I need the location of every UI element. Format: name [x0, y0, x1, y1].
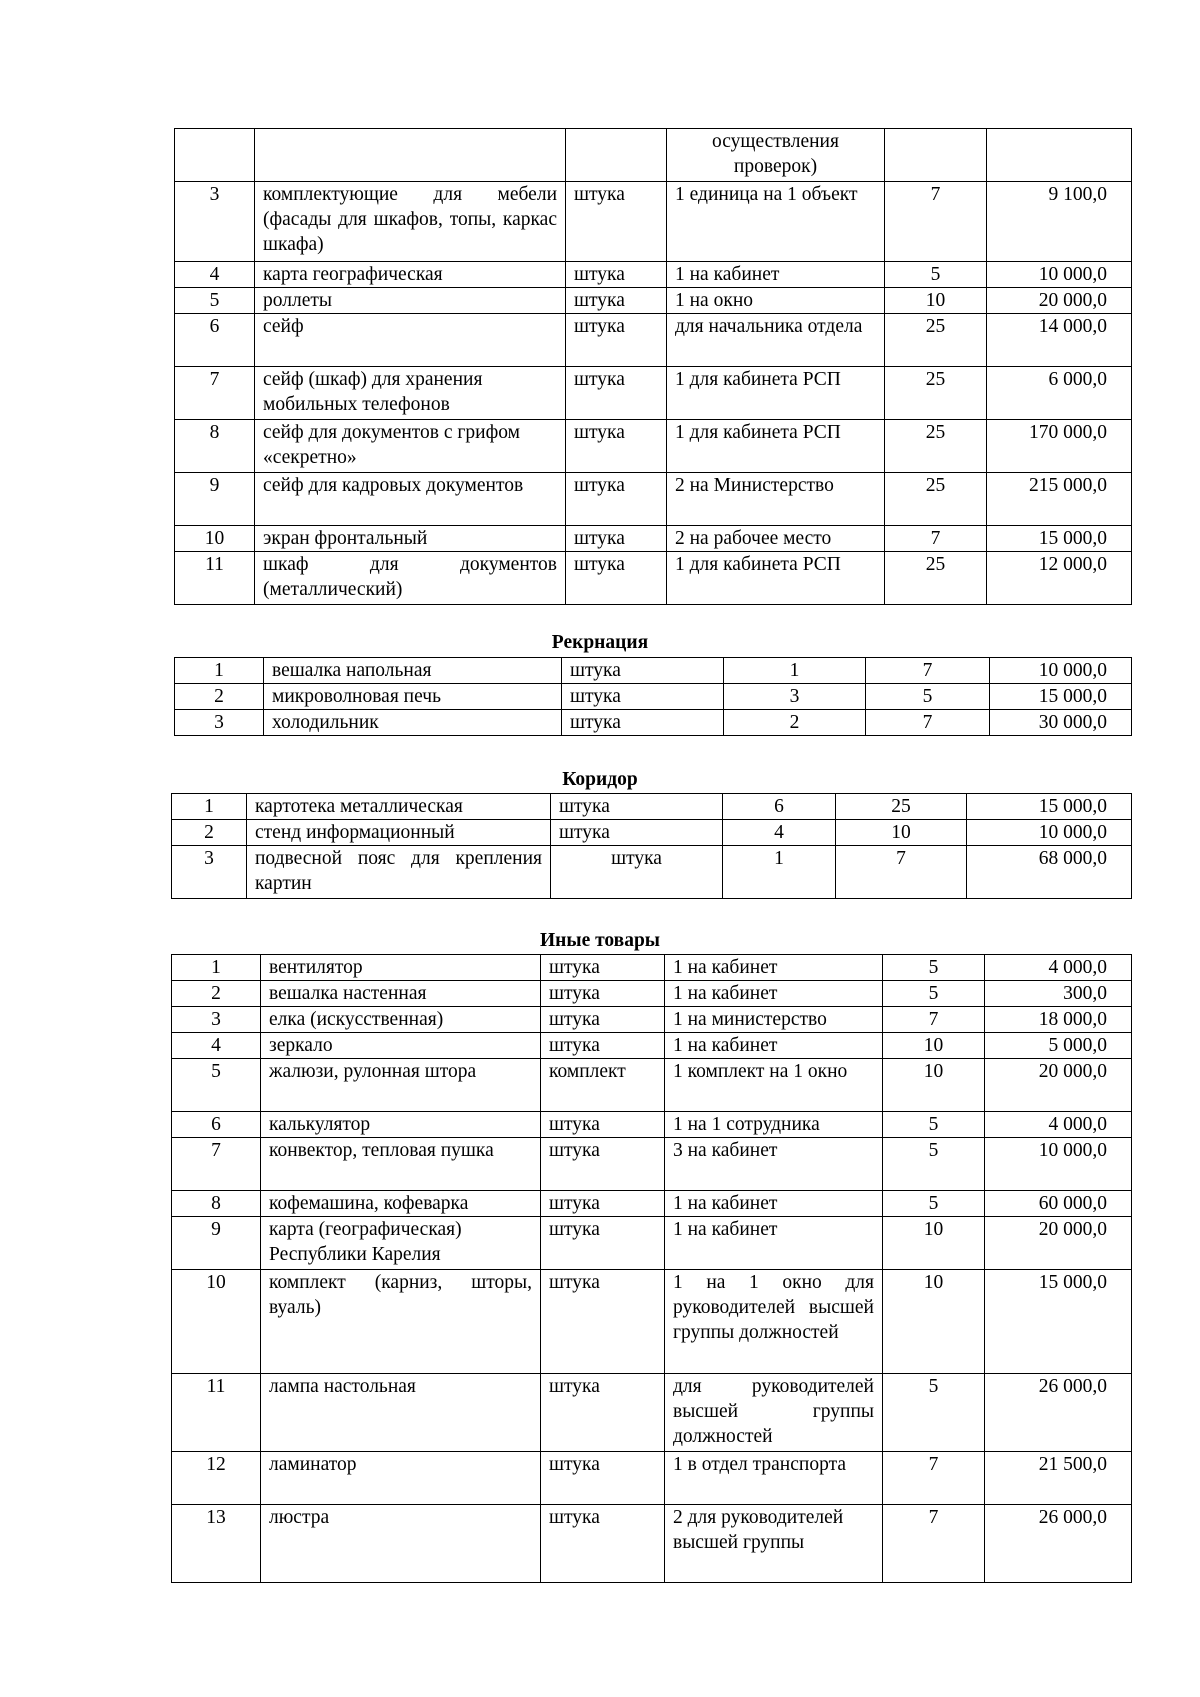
item-qty: 6	[723, 794, 836, 820]
item-norm: 1 на кабинет	[665, 955, 883, 981]
item-unit: штука	[562, 658, 724, 684]
item-name: сейф (шкаф) для хранения мобильных телефонов	[255, 367, 566, 420]
item-qty: 3	[724, 684, 866, 710]
table-row	[175, 658, 1132, 684]
item-unit: штука	[551, 794, 723, 820]
item-unit: штука	[566, 420, 667, 473]
item-name: карта географическая	[255, 262, 566, 288]
item-unit: штука	[541, 1452, 665, 1505]
item-unit: штука	[562, 710, 724, 736]
item-term: 25	[885, 473, 987, 526]
row-number	[175, 129, 255, 182]
item-price: 6 000,0	[987, 367, 1132, 420]
row-number: 13	[172, 1505, 261, 1583]
item-norm: 1 на министерство	[665, 1007, 883, 1033]
item-qty: 4	[723, 820, 836, 846]
row-number: 11	[172, 1374, 261, 1452]
item-name: жалюзи, рулонная штора	[261, 1059, 541, 1112]
item-unit: штука	[566, 473, 667, 526]
item-term: 25	[885, 314, 987, 367]
item-price: 215 000,0	[987, 473, 1132, 526]
item-unit: штука	[541, 1138, 665, 1191]
item-name: подвесной пояс для крепления картин	[247, 846, 551, 899]
row-number: 3	[172, 1007, 261, 1033]
item-price: 15 000,0	[990, 684, 1132, 710]
items-table-1	[174, 128, 1132, 605]
item-qty: 1	[724, 658, 866, 684]
item-price: 4 000,0	[985, 955, 1132, 981]
items-table-other-goods	[171, 954, 1132, 1583]
item-price: 15 000,0	[967, 794, 1132, 820]
item-norm: 1 на кабинет	[665, 981, 883, 1007]
item-norm: 2 на рабочее место	[667, 526, 885, 552]
item-norm: 1 единица на 1 объект	[667, 182, 885, 262]
table-row	[172, 820, 1132, 846]
table-row	[172, 1452, 1132, 1505]
item-price: 170 000,0	[987, 420, 1132, 473]
item-norm: 1 для кабинета РСП	[667, 420, 885, 473]
row-number: 2	[175, 684, 264, 710]
item-term: 7	[866, 710, 990, 736]
table-row	[175, 710, 1132, 736]
row-number: 5	[172, 1059, 261, 1112]
section-title-recreation: Рекрнация	[551, 632, 649, 653]
item-name: картотека металлическая	[247, 794, 551, 820]
item-term: 5	[883, 1191, 985, 1217]
item-name: люстра	[261, 1505, 541, 1583]
row-number: 10	[172, 1270, 261, 1374]
item-price: 30 000,0	[990, 710, 1132, 736]
item-unit: штука	[541, 1033, 665, 1059]
item-unit: штука	[551, 846, 723, 899]
table-row	[172, 1112, 1132, 1138]
item-price: 68 000,0	[967, 846, 1132, 899]
item-norm: 2 для руководителей высшей группы	[665, 1505, 883, 1583]
item-name: холодильник	[264, 710, 562, 736]
item-price: 26 000,0	[985, 1374, 1132, 1452]
item-price: 14 000,0	[987, 314, 1132, 367]
item-price: 12 000,0	[987, 552, 1132, 605]
table-row	[172, 1374, 1132, 1452]
item-price: 15 000,0	[985, 1270, 1132, 1374]
item-unit: штука	[566, 182, 667, 262]
table-row	[172, 1217, 1132, 1270]
item-norm: 2 на Министерство	[667, 473, 885, 526]
section-title-other-goods: Иные товары	[539, 930, 661, 951]
row-number: 9	[175, 473, 255, 526]
item-price: 20 000,0	[985, 1059, 1132, 1112]
item-norm: для начальника отдела	[667, 314, 885, 367]
item-norm: 1 для кабинета РСП	[667, 367, 885, 420]
item-term: 7	[883, 1452, 985, 1505]
item-name: вентилятор	[261, 955, 541, 981]
item-name: сейф для документов с грифом «секретно»	[255, 420, 566, 473]
item-name: калькулятор	[261, 1112, 541, 1138]
table-row	[172, 1059, 1132, 1112]
item-term: 7	[885, 526, 987, 552]
item-unit: комплект	[541, 1059, 665, 1112]
item-name: сейф для кадровых документов	[255, 473, 566, 526]
table-row	[175, 473, 1132, 526]
item-term: 10	[883, 1059, 985, 1112]
item-norm: для руководителей высшей группы должностей	[665, 1374, 883, 1452]
item-qty: 2	[724, 710, 866, 736]
row-number: 9	[172, 1217, 261, 1270]
item-unit: штука	[541, 955, 665, 981]
table-row	[172, 1033, 1132, 1059]
item-price: 60 000,0	[985, 1191, 1132, 1217]
table-row	[175, 182, 1132, 262]
item-term: 10	[885, 288, 987, 314]
item-name: экран фронтальный	[255, 526, 566, 552]
item-name: микроволновая печь	[264, 684, 562, 710]
table-row	[172, 955, 1132, 981]
item-norm: 3 на кабинет	[665, 1138, 883, 1191]
row-number: 10	[175, 526, 255, 552]
item-norm: 1 на 1 окно для руководителей высшей группы должностей	[665, 1270, 883, 1374]
item-unit: штука	[541, 1270, 665, 1374]
item-name: карта (географическая) Республики Карелия	[261, 1217, 541, 1270]
item-name: лампа настольная	[261, 1374, 541, 1452]
row-number: 1	[172, 955, 261, 981]
row-number: 8	[175, 420, 255, 473]
section-title-corridor: Коридор	[562, 769, 638, 790]
item-norm: 1 на кабинет	[665, 1191, 883, 1217]
table-row	[175, 314, 1132, 367]
item-term: 10	[836, 820, 967, 846]
item-name: зеркало	[261, 1033, 541, 1059]
item-term: 7	[885, 182, 987, 262]
item-unit: штука	[541, 1112, 665, 1138]
item-term: 25	[885, 552, 987, 605]
row-number: 1	[175, 658, 264, 684]
item-term: 25	[885, 367, 987, 420]
row-number: 3	[175, 182, 255, 262]
row-number: 6	[175, 314, 255, 367]
item-unit: штука	[541, 1217, 665, 1270]
item-name: комплект (карниз, шторы, вуаль)	[261, 1270, 541, 1374]
item-name	[255, 129, 566, 182]
item-name: конвектор, тепловая пушка	[261, 1138, 541, 1191]
item-name: шкаф для документов (металлический)	[255, 552, 566, 605]
table-row	[172, 846, 1132, 899]
item-unit	[566, 129, 667, 182]
item-price: 300,0	[985, 981, 1132, 1007]
item-unit: штука	[541, 1007, 665, 1033]
item-term	[885, 129, 987, 182]
item-term: 7	[883, 1505, 985, 1583]
item-term: 7	[836, 846, 967, 899]
item-price: 10 000,0	[987, 262, 1132, 288]
item-term: 5	[883, 955, 985, 981]
items-table-recreation	[174, 657, 1132, 736]
item-unit: штука	[566, 367, 667, 420]
item-term: 5	[883, 1374, 985, 1452]
item-term: 10	[883, 1270, 985, 1374]
item-name: вешалка настенная	[261, 981, 541, 1007]
table-row	[175, 526, 1132, 552]
item-price: 10 000,0	[990, 658, 1132, 684]
item-name: стенд информационный	[247, 820, 551, 846]
row-number: 4	[172, 1033, 261, 1059]
item-price: 26 000,0	[985, 1505, 1132, 1583]
table-row	[175, 367, 1132, 420]
item-price: 20 000,0	[987, 288, 1132, 314]
item-price: 9 100,0	[987, 182, 1132, 262]
item-name: сейф	[255, 314, 566, 367]
row-number: 2	[172, 981, 261, 1007]
row-number: 5	[175, 288, 255, 314]
item-term: 10	[883, 1217, 985, 1270]
item-term: 25	[885, 420, 987, 473]
item-norm: 1 на окно	[667, 288, 885, 314]
item-term: 5	[885, 262, 987, 288]
row-number: 6	[172, 1112, 261, 1138]
item-price: 15 000,0	[987, 526, 1132, 552]
item-name: комплектующие для мебели (фасады для шкафов, топы, каркас шкафа)	[255, 182, 566, 262]
item-norm: 1 на кабинет	[667, 262, 885, 288]
item-unit: штука	[566, 314, 667, 367]
item-norm: 1 для кабинета РСП	[667, 552, 885, 605]
table-row	[172, 794, 1132, 820]
item-unit: штука	[541, 1191, 665, 1217]
item-price: 4 000,0	[985, 1112, 1132, 1138]
items-table-corridor	[171, 793, 1132, 899]
item-unit: штука	[541, 981, 665, 1007]
row-number: 3	[172, 846, 247, 899]
table-row	[172, 1007, 1132, 1033]
row-number: 11	[175, 552, 255, 605]
table-row	[172, 1138, 1132, 1191]
item-price: 5 000,0	[985, 1033, 1132, 1059]
item-term: 5	[883, 1138, 985, 1191]
item-unit: штука	[562, 684, 724, 710]
item-norm: 1 на 1 сотрудника	[665, 1112, 883, 1138]
item-unit: штука	[541, 1505, 665, 1583]
item-unit: штука	[566, 552, 667, 605]
item-price	[987, 129, 1132, 182]
row-number: 1	[172, 794, 247, 820]
item-unit: штука	[566, 526, 667, 552]
row-number: 4	[175, 262, 255, 288]
table-row	[172, 1505, 1132, 1583]
item-price: 20 000,0	[985, 1217, 1132, 1270]
table-row	[175, 552, 1132, 605]
row-number: 12	[172, 1452, 261, 1505]
row-number: 2	[172, 820, 247, 846]
item-term: 5	[866, 684, 990, 710]
item-unit: штука	[566, 288, 667, 314]
row-number: 7	[175, 367, 255, 420]
item-unit: штука	[566, 262, 667, 288]
item-term: 7	[866, 658, 990, 684]
row-number: 3	[175, 710, 264, 736]
table-row	[175, 129, 1132, 182]
row-number: 8	[172, 1191, 261, 1217]
item-name: роллеты	[255, 288, 566, 314]
item-norm: 1 на кабинет	[665, 1033, 883, 1059]
table-row	[172, 1270, 1132, 1374]
table-row	[172, 1191, 1132, 1217]
item-term: 25	[836, 794, 967, 820]
item-term: 5	[883, 981, 985, 1007]
item-name: елка (искусственная)	[261, 1007, 541, 1033]
item-term: 5	[883, 1112, 985, 1138]
item-unit: штука	[551, 820, 723, 846]
item-price: 18 000,0	[985, 1007, 1132, 1033]
table-row	[175, 288, 1132, 314]
item-norm: 1 комплект на 1 окно	[665, 1059, 883, 1112]
item-name: кофемашина, кофеварка	[261, 1191, 541, 1217]
table-row	[175, 684, 1132, 710]
item-norm: 1 на кабинет	[665, 1217, 883, 1270]
item-price: 10 000,0	[967, 820, 1132, 846]
table-row	[175, 420, 1132, 473]
table-row	[175, 262, 1132, 288]
item-term: 7	[883, 1007, 985, 1033]
row-number: 7	[172, 1138, 261, 1191]
item-qty: 1	[723, 846, 836, 899]
item-norm: осуществления проверок)	[667, 129, 885, 182]
item-price: 21 500,0	[985, 1452, 1132, 1505]
table-row	[172, 981, 1132, 1007]
item-name: вешалка напольная	[264, 658, 562, 684]
item-term: 10	[883, 1033, 985, 1059]
item-norm: 1 в отдел транспорта	[665, 1452, 883, 1505]
item-name: ламинатор	[261, 1452, 541, 1505]
item-price: 10 000,0	[985, 1138, 1132, 1191]
item-unit: штука	[541, 1374, 665, 1452]
